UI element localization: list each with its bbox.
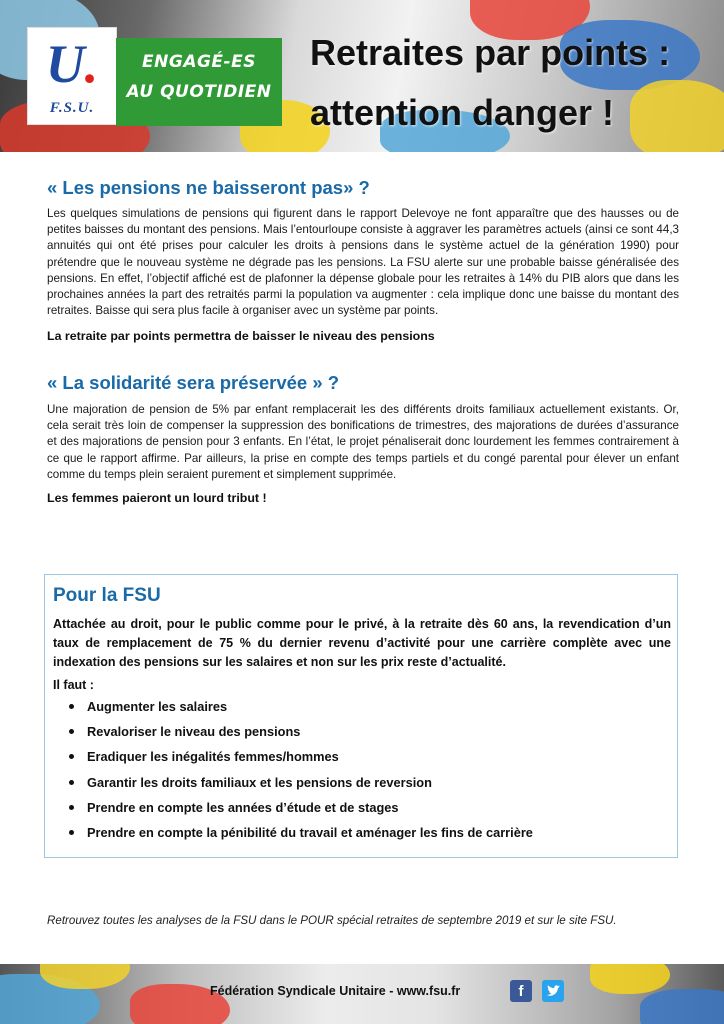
- list-item: [67, 800, 533, 825]
- decor-shape: [640, 989, 724, 1024]
- page-title-line-2: attention danger !: [310, 92, 614, 133]
- bullet-icon: [69, 805, 74, 810]
- decor-shape: [40, 964, 130, 989]
- fsu-box-intro: Attachée au droit, pour le public comme pour le privé, à la retraite dès 60 ans, la revendication d’un taux de remplacement de 75 % du dernier revenu d’activité pour une carrière complète avec une indexation des pensions sur les salaires et non sur les prix reste d’actualité.: [53, 617, 671, 669]
- twitter-icon[interactable]: [542, 980, 564, 1002]
- bullet-icon: [69, 780, 74, 785]
- twitter-bird-glyph: [542, 980, 564, 1002]
- bullet-icon: [69, 830, 74, 835]
- reference-note: Retrouvez toutes les analyses de la FSU dans le POUR spécial retraites de septembre 2019 et sur le site FSU.: [47, 914, 617, 927]
- section-heading-solidarite: « La solidarité sera préservée » ?: [47, 372, 340, 393]
- logo-letter: U: [45, 34, 85, 94]
- fsu-box-title: Pour la FSU: [53, 585, 161, 606]
- bullet-icon: [69, 704, 74, 709]
- decor-shape: [630, 80, 724, 152]
- logo-mark: [28, 34, 116, 94]
- list-item-label: Prendre en compte les années d’étude et de stages: [87, 799, 399, 815]
- section-paragraph-pensions: Les quelques simulations de pensions qui figurent dans le rapport Delevoye ne font apparaître que des hausses ou de petites baisses du montant des pensions. Mais l’entourloupe consiste à aggraver les paramètres actuels (ainsi ce sont 44,3 annuités qui ont été prises pour calculer les droits à pensions dans le système actuel de la génération 1990) pour prétendre que le nouveau système ne dégrade pas les pensions. La FSU alerte sur une probable baisse généralisée des pensions. En effet, l’objectif affiché est de plafonner la dépense globale pour les retraites à 14% du PIB alors que dans les prochaines années la part des retraités parmi la population va augmenter : cela implique donc une baisse du montant des retraites. Baisse qui sera plus facile à organiser avec un système par points.: [47, 207, 679, 318]
- slogan-line-2: AU QUOTIDIEN: [126, 82, 272, 102]
- decor-shape: [590, 964, 670, 994]
- bullet-icon: [69, 754, 74, 759]
- fsu-position-box: [44, 574, 678, 858]
- section-conclusion-solidarite: Les femmes paieront un lourd tribut !: [47, 491, 267, 505]
- list-item-label: Prendre en compte la pénibilité du travail et aménager les fins de carrière: [87, 824, 533, 840]
- page-title-line-1: Retraites par points :: [310, 32, 671, 73]
- list-item: [67, 699, 533, 724]
- slogan-line-1: ENGAGÉ-ES: [142, 52, 256, 72]
- demands-list: [67, 699, 533, 850]
- section-heading-pensions: « Les pensions ne baisseront pas» ?: [47, 177, 370, 198]
- list-item: [67, 749, 533, 774]
- section-conclusion-pensions: La retraite par points permettra de baisser le niveau des pensions: [47, 329, 435, 343]
- fsu-box-subtitle: Il faut :: [53, 678, 94, 692]
- logo-dot: .: [84, 34, 99, 94]
- list-item-label: Augmenter les salaires: [87, 699, 228, 714]
- fsu-logo: [28, 28, 116, 124]
- footer-banner: [0, 964, 724, 1024]
- section-paragraph-solidarite: Une majoration de pension de 5% par enfant remplacerait les des différents droits familiaux actuellement existants. Or, cela serait très loin de compenser la suppression des bonifications de trimestres, des majorations de durées d’assurance et des majorations de pension pour 3 enfants. En l’état, le projet pénaliserait donc lourdement les femmes contrairement à ce que le rapport affirme. Par ailleurs, la prise en compte des temps partiels et du congé parental pour élever un enfant comme du temps plein seraient purement et simplement supprimée.: [47, 403, 679, 481]
- list-item: [67, 724, 533, 749]
- header-banner: [0, 0, 724, 152]
- facebook-icon[interactable]: f: [510, 980, 532, 1002]
- list-item: [67, 825, 533, 850]
- list-item-label: Revaloriser le niveau des pensions: [87, 724, 301, 740]
- footer-text: Fédération Syndicale Unitaire - www.fsu.fr: [210, 984, 461, 998]
- slogan-badge: [116, 38, 282, 126]
- logo-org-name: F.S.U.: [49, 100, 95, 116]
- bullet-icon: [69, 729, 74, 734]
- list-item: [67, 775, 533, 800]
- list-item-label: Garantir les droits familiaux et les pensions de reversion: [87, 774, 432, 790]
- list-item-label: Eradiquer les inégalités femmes/hommes: [87, 749, 339, 765]
